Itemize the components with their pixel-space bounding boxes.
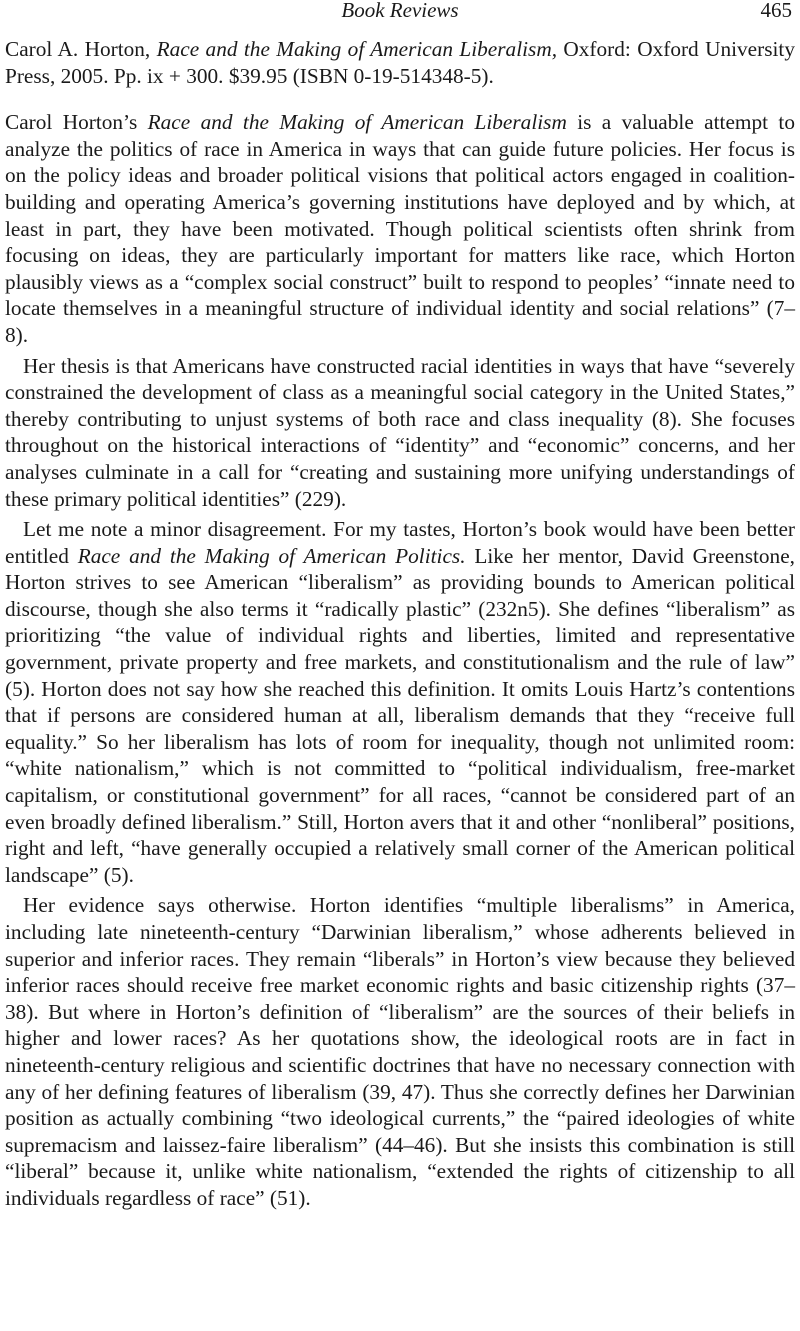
paragraph-2-text: Her thesis is that Americans have constructed racial identities in ways that have “severely constrained the development of class as a meaningful social category in the United States,” thereby contributing to unjust systems of both race and class inequality (8). She focuses throughout on the historical interactions of “identity” and “economic” concerns, and her analyses culminate in a call for “creating and sustaining more unifying understandings of these primary political identities” (229). [5,353,795,511]
paragraph-1-lead: Carol Horton’s [5,110,148,135]
paragraph-4-text: Her evidence says otherwise. Horton identifies “multiple liberalisms” in America, including late nineteenth-century “Darwinian liberalism,” whose adherents believed in superior and inferior races. They remain “liberals” in Horton’s view because they believed inferior races should receive free market economic rights and basic citizenship rights (37–38). But where in Horton’s definition of “liberalism” are the sources of their beliefs in higher and lower races? As her quotations show, the ideological roots are in fact in nineteenth-century religious and scientific doctrines that have no necessary connection with any of her defining features of liberalism (39, 47). Thus she correctly defines her Darwinian position as actually combining “two ideological currents,” the “paired ideologies of white supremacism and laissez-faire liberalism” (44–46). But she insists this combination is still “liberal” because it, unlike white nationalism, “extended the rights of citizenship to all individuals regardless of race” (51). [5,893,795,1210]
page-number: 465 [760,0,792,22]
citation-title: Race and the Making of American Liberalism, [156,37,558,61]
review-paragraph-3 [5,516,795,888]
review-paragraph-1 [5,109,795,348]
running-header [5,0,795,22]
review-paragraph-4 [5,892,795,1211]
paragraph-3-rest: Like her mentor, David Greenstone, Horton strives to see American “liberalism” as providing bounds to American political discourse, though she also terms it “radically plastic” (232n5). She defines “liberalism” as prioritizing “the value of individual rights and liberties, limited and representative government, private property and free markets, and constitutionalism and the rule of law” (5). Horton does not say how she reached this definition. It omits Louis Hartz’s contentions that if persons are considered human at all, liberalism demands that they “receive full equality.” So her liberalism has lots of room for inequality, though not unlimited room: “white nationalism,” which is not committed to “political individualism, free-market capitalism, or constitutional government” for all races, “cannot be considered part of an even broadly defined liberalism.” Still, Horton avers that it and other “nonliberal” positions, right and left, “have generally occupied a relatively small corner of the American political landscape” (5). [5,543,795,887]
paragraph-1-book-title: Race and the Making of American Liberalism [147,110,567,135]
book-citation [5,36,795,89]
paragraph-3-alt-title: Race and the Making of American Politics. [77,543,466,568]
review-paragraph-2 [5,353,795,513]
running-title: Book Reviews [341,0,459,22]
citation-author: Carol A. Horton, [5,37,157,61]
paragraph-3-lead: Let me note a minor disagreement. For my tastes, Horton’s book would have been better entitled [5,517,795,568]
paragraph-1-rest: is a valuable attempt to analyze the politics of race in America in ways that can guide future policies. Her focus is on the policy ideas and broader political visions that political actors engaged in coalition-building and operating America’s governing institutions have deployed and by which, at least in part, they have been motivated. Though political scientists often shrink from focusing on ideas, they are particularly important for matters like race, which Horton plausibly views as a “complex social construct” built to respond to peoples’ “innate need to locate themselves in a meaningful structure of individual identity and social relations” (7–8). [5,110,795,347]
citation-publication: Oxford: Oxford University Press, 2005. Pp. ix + 300. $39.95 (ISBN 0-19-514348-5). [5,37,795,88]
